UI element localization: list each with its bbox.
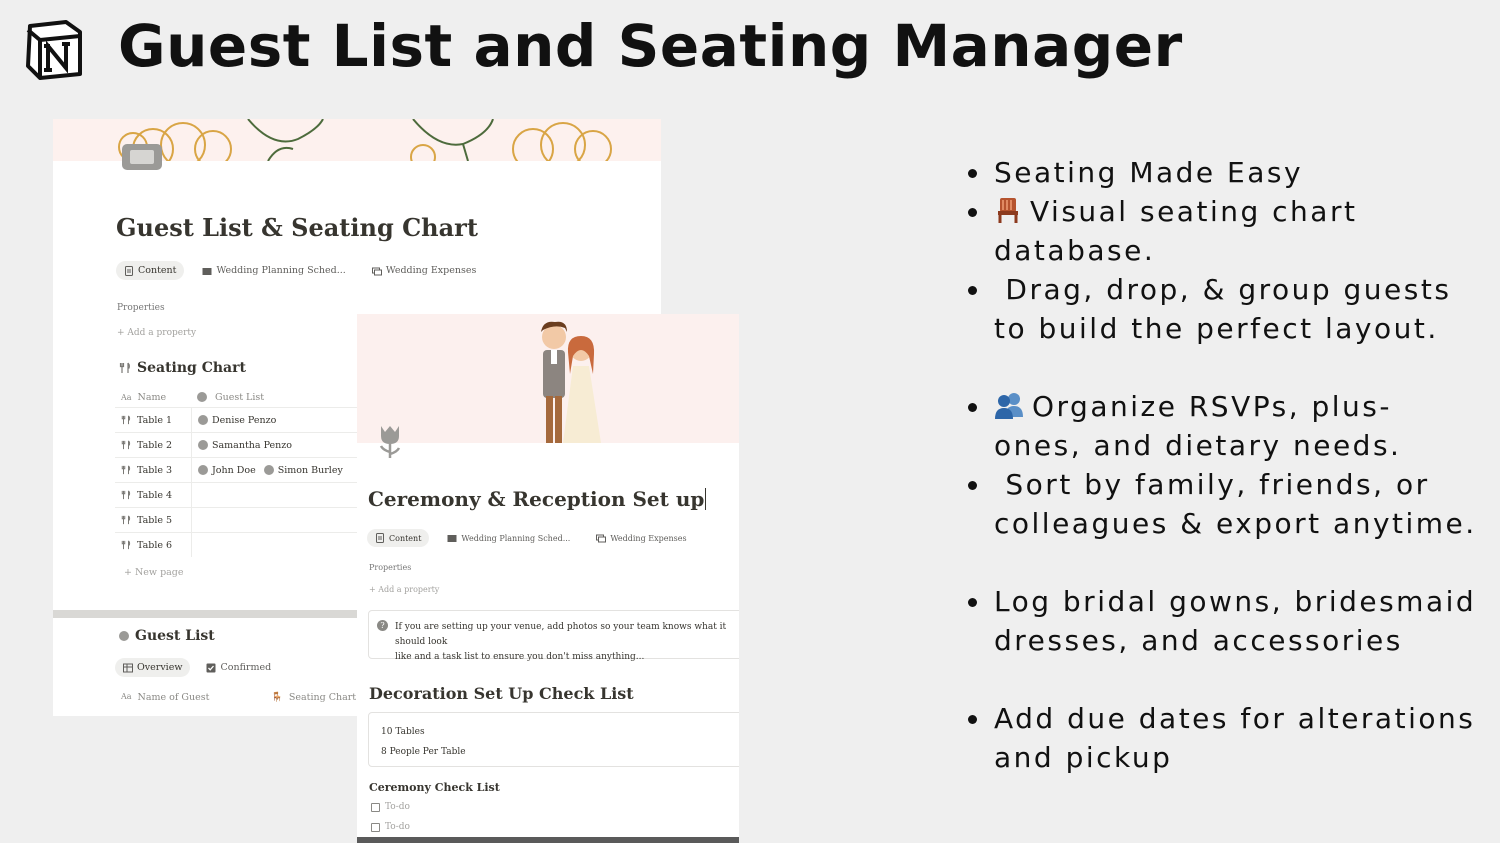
table-name: Table 6 xyxy=(137,539,173,551)
tab-wedding-planning[interactable]: Wedding Planning Sched... xyxy=(439,529,578,547)
person-icon xyxy=(264,465,274,475)
feature-bullet: Log bridal gowns, bridesmaid dresses, and accessories xyxy=(966,582,1486,660)
seating-chart-heading: Seating Chart xyxy=(119,360,246,376)
seating-table xyxy=(115,387,361,557)
table-name: Table 4 xyxy=(137,489,173,501)
todo-item[interactable]: To-do xyxy=(371,802,410,812)
feature-bullet: Drag, drop, & group guests to build the perfect layout. xyxy=(966,270,1486,348)
fork-knife-icon xyxy=(121,465,131,475)
feature-bullet: Visual seating chart database. xyxy=(966,192,1486,270)
doc-icon xyxy=(375,533,385,543)
text-cursor xyxy=(705,488,706,510)
page1-tabs xyxy=(116,261,484,280)
fork-knife-icon xyxy=(119,362,131,374)
page2-tabs xyxy=(367,529,695,547)
guest-list-heading: Guest List xyxy=(119,628,215,644)
todo-item[interactable]: To-do xyxy=(371,822,410,832)
seating-page-title: Guest List & Seating Chart xyxy=(116,213,478,242)
checkbox-icon xyxy=(206,663,216,673)
tab-wedding-planning[interactable]: Wedding Planning Sched... xyxy=(194,261,353,280)
feature-bullet: Sort by family, friends, or colleagues & export anytime. xyxy=(966,465,1486,543)
person-icon xyxy=(198,440,208,450)
person-icon xyxy=(119,631,129,641)
notion-logo-icon xyxy=(22,18,85,81)
properties-label: Properties xyxy=(369,563,412,572)
add-property-button[interactable]: + Add a property xyxy=(117,328,197,338)
person-icon xyxy=(198,465,208,475)
tab-confirmed[interactable]: Confirmed xyxy=(198,658,279,677)
guest-chip[interactable]: Denise Penzo xyxy=(198,415,276,426)
decoration-heading: Decoration Set Up Check List xyxy=(369,684,634,703)
venue-callout: ? If you are setting up your venue, add photos so your team knows what it should look like and a task list to ensure you don't miss anything... xyxy=(368,610,739,659)
doc-icon xyxy=(124,266,134,276)
table-row[interactable] xyxy=(115,507,361,532)
tulip-icon xyxy=(377,424,403,460)
guest-chip[interactable]: Samantha Penzo xyxy=(198,440,292,451)
chair-icon: 🪑 xyxy=(271,692,283,703)
add-property-button[interactable]: + Add a property xyxy=(369,585,440,594)
question-icon: ? xyxy=(377,620,388,631)
seating-icon xyxy=(119,139,165,175)
ceremony-checklist-heading: Ceremony Check List xyxy=(369,781,500,794)
decoration-box: 10 Tables 8 People Per Table xyxy=(368,712,739,767)
guest-chip[interactable]: John Doe xyxy=(198,465,256,476)
people-icon xyxy=(994,391,1024,419)
tab-content[interactable]: Content xyxy=(116,261,184,280)
chair-icon xyxy=(994,196,1022,224)
fork-knife-icon xyxy=(121,490,131,500)
tab-wedding-expenses[interactable]: Wedding Expenses xyxy=(364,261,485,280)
table-row[interactable] xyxy=(115,532,361,557)
tab-wedding-expenses[interactable]: Wedding Expenses xyxy=(588,529,694,547)
feature-bullet: Organize RSVPs, plus- ones, and dietary needs. xyxy=(966,387,1486,465)
money-icon xyxy=(596,533,606,543)
person-icon xyxy=(198,415,208,425)
table-row[interactable] xyxy=(115,407,361,432)
text-type-icon: Aa xyxy=(121,692,132,701)
tab-content[interactable]: Content xyxy=(367,529,429,547)
fork-knife-icon xyxy=(121,540,131,550)
table-name: Table 3 xyxy=(137,464,173,476)
tab-overview[interactable]: Overview xyxy=(115,658,190,677)
table-name: Table 5 xyxy=(137,514,173,526)
new-page-button[interactable]: + New page xyxy=(124,567,184,578)
checkbox[interactable] xyxy=(371,803,380,812)
couple-cover-image xyxy=(357,314,739,443)
table-row[interactable] xyxy=(115,457,361,482)
text-type-icon: Aa xyxy=(121,392,132,402)
guest-chip[interactable]: Simon Burley xyxy=(264,465,343,476)
guest-list-columns: Aa Name of Guest 🪑 Seating Chart xyxy=(121,692,357,703)
fork-knife-icon xyxy=(121,515,131,525)
seating-rows xyxy=(115,407,361,557)
feature-list xyxy=(966,153,1486,777)
page-title: Guest List and Seating Manager xyxy=(118,12,1183,80)
guest-list-tabs xyxy=(115,658,279,677)
table-row[interactable] xyxy=(115,482,361,507)
properties-label: Properties xyxy=(117,303,165,313)
folder-icon xyxy=(447,533,457,543)
table-name: Table 2 xyxy=(137,439,173,451)
checkbox[interactable] xyxy=(371,823,380,832)
feature-bullet: Seating Made Easy xyxy=(966,153,1486,192)
fork-knife-icon xyxy=(121,415,131,425)
person-icon xyxy=(197,392,207,402)
table-row[interactable] xyxy=(115,432,361,457)
folder-icon xyxy=(202,266,212,276)
bottom-bar xyxy=(357,837,739,843)
couple-illustration xyxy=(357,314,739,443)
ceremony-page-screenshot xyxy=(357,314,739,843)
money-icon xyxy=(372,266,382,276)
table-header: Aa Name Guest List xyxy=(121,391,265,403)
ceremony-page-title: Ceremony & Reception Set up xyxy=(368,487,705,511)
feature-bullet: Add due dates for alterations and pickup xyxy=(966,699,1486,777)
table-icon xyxy=(123,663,133,673)
table-name: Table 1 xyxy=(137,414,173,426)
fork-knife-icon xyxy=(121,440,131,450)
